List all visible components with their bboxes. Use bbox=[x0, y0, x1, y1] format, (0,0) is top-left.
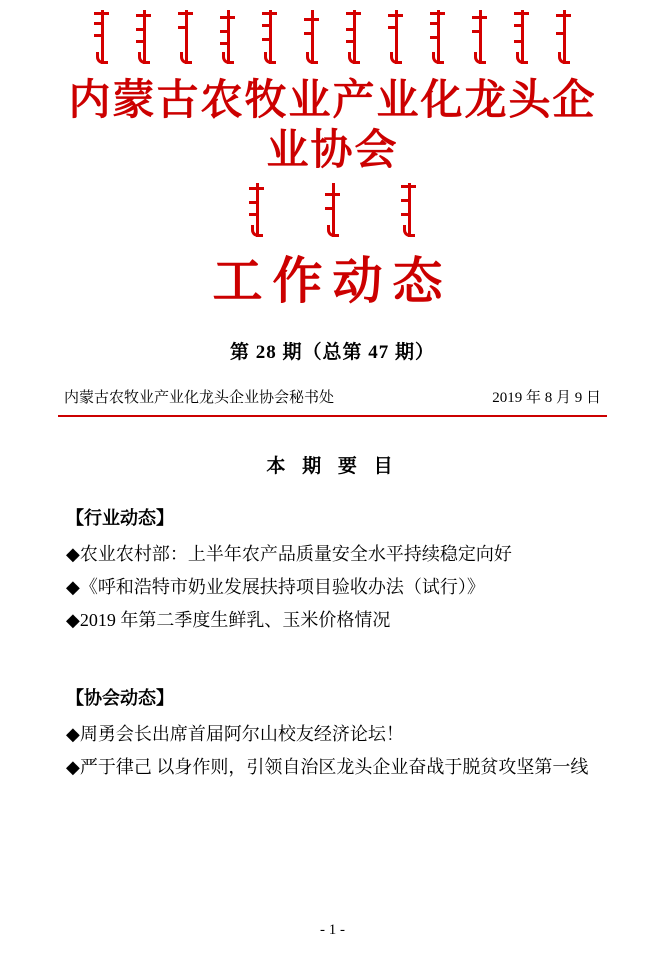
mongolian-glyph bbox=[472, 10, 488, 64]
mongolian-glyph bbox=[220, 10, 236, 64]
issue-number: 第 28 期（总第 47 期） bbox=[229, 341, 435, 363]
list-item[interactable]: ◆农业农村部：上半年农产品质量安全水平持续稳定向好 bbox=[66, 543, 512, 564]
list-item[interactable]: ◆2019 年第二季度生鲜乳、玉米价格情况 bbox=[66, 610, 391, 631]
mongolian-glyph bbox=[178, 10, 194, 64]
list-item[interactable]: ◆严于律己 以身作则，引领自治区龙头企业奋战于脱贫攻坚第一线 bbox=[66, 756, 589, 777]
group-title: 【协会动态】 bbox=[66, 687, 174, 708]
mongolian-glyph bbox=[514, 10, 530, 64]
header-divider bbox=[58, 415, 607, 417]
publish-date: 2019 年 8 月 9 日 bbox=[492, 389, 601, 406]
mongolian-glyph bbox=[556, 10, 572, 64]
mongolian-glyph bbox=[430, 10, 446, 64]
contents-group-association bbox=[58, 684, 607, 785]
mongolian-glyph bbox=[304, 10, 320, 64]
mongolian-script-line-2 bbox=[58, 183, 607, 245]
mongolian-glyph bbox=[136, 10, 152, 64]
contents-heading: 本 期 要 目 bbox=[266, 455, 399, 477]
bulletin-title: 工作动态 bbox=[212, 252, 453, 309]
publisher-name: 内蒙古农牧业产业化龙头企业协会秘书处 bbox=[64, 389, 335, 406]
contents-group-industry bbox=[58, 504, 607, 638]
group-spacer bbox=[58, 638, 607, 658]
mongolian-glyph bbox=[346, 10, 362, 64]
list-item[interactable]: ◆周勇会长出席首届阿尔山校友经济论坛！ bbox=[66, 723, 404, 744]
document-page bbox=[0, 10, 665, 953]
list-item[interactable]: ◆《呼和浩特市奶业发展扶持项目验收办法（试行）》 bbox=[66, 577, 485, 598]
organization-title: 内蒙古农牧业产业化龙头企业协会 bbox=[68, 78, 597, 175]
mongolian-glyph bbox=[388, 10, 404, 64]
mongolian-glyph bbox=[249, 183, 265, 237]
publisher-row bbox=[58, 386, 607, 407]
mongolian-script-line-1 bbox=[58, 10, 607, 72]
mongolian-glyph bbox=[401, 183, 417, 237]
mongolian-glyph bbox=[94, 10, 110, 64]
mongolian-glyph bbox=[325, 183, 341, 237]
mongolian-glyph bbox=[262, 10, 278, 64]
group-title: 【行业动态】 bbox=[66, 507, 174, 528]
page-number: - 1 - bbox=[320, 922, 345, 938]
